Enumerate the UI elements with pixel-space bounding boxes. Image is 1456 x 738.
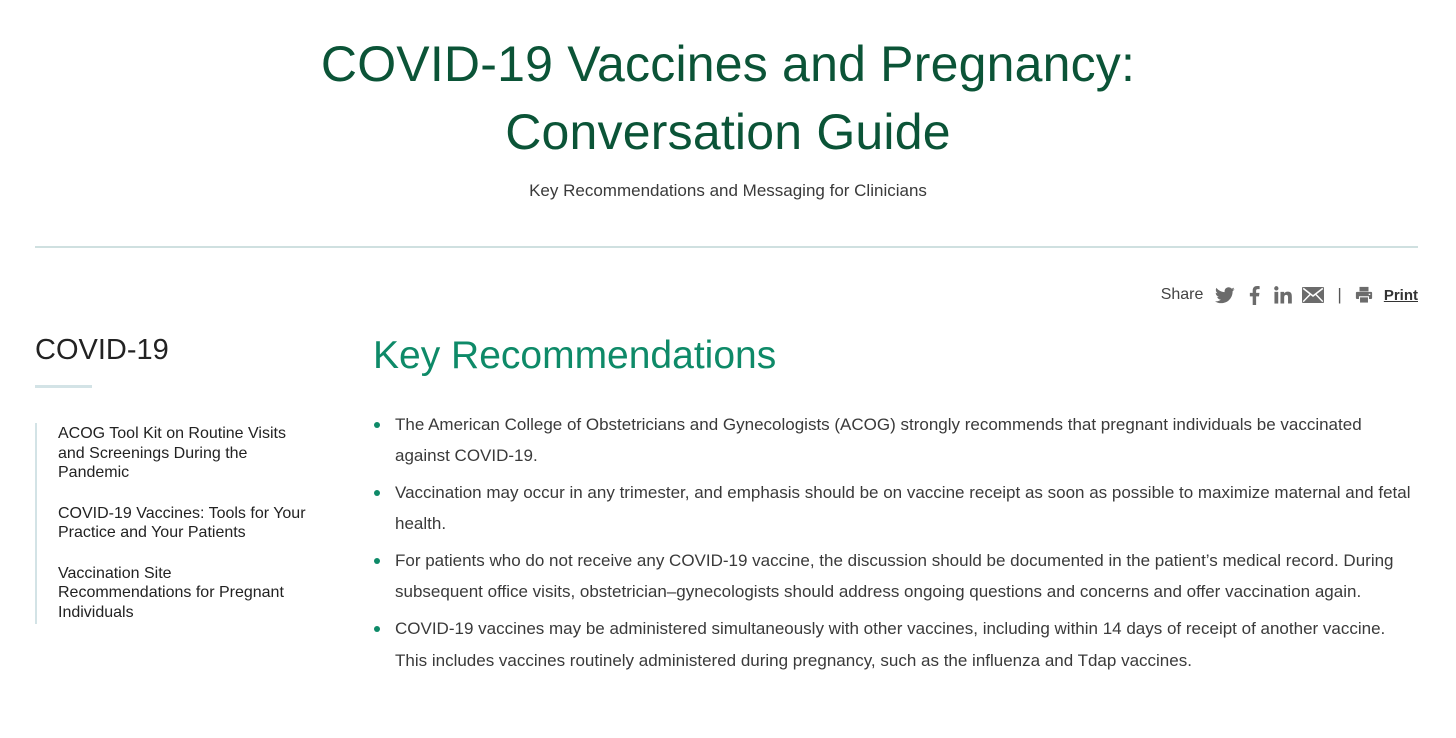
sidebar-heading-underline	[35, 385, 92, 388]
sidebar-item-vaccines-tools[interactable]: COVID-19 Vaccines: Tools for Your Practice and Your Patients	[58, 504, 306, 541]
share-separator: |	[1337, 285, 1342, 304]
recommendation-text: For patients who do not receive any COVID-19 vaccine, the discussion should be documented in the patient’s medical record. During subsequent office visits, obstetrician–gynecologists should address ongoing questions and concerns and offer vaccination again.	[395, 551, 1394, 602]
list-item	[373, 613, 1418, 676]
section-title: Key Recommendations	[373, 334, 777, 377]
recommendation-text: Vaccination may occur in any trimester, and emphasis should be on vaccine receipt as soon as possible to maximize maternal and fetal health.	[395, 483, 1411, 534]
print-label: Print	[1383, 286, 1418, 304]
bullet-icon	[374, 422, 380, 428]
sidebar-heading: COVID-19	[35, 334, 169, 366]
recommendations-list	[373, 409, 1418, 676]
linkedin-icon[interactable]	[1273, 285, 1293, 305]
print-icon	[1354, 285, 1374, 305]
page-subtitle: Key Recommendations and Messaging for Clinicians	[529, 181, 927, 200]
list-item	[373, 409, 1418, 472]
list-item	[373, 477, 1418, 540]
page-title-line-1: COVID-19 Vaccines and Pregnancy:	[320, 36, 1136, 92]
share-toolbar	[1161, 282, 1418, 308]
facebook-icon[interactable]	[1244, 285, 1264, 305]
page-title	[0, 30, 1456, 166]
recommendation-text: The American College of Obstetricians and Gynecologists (ACOG) strongly recommends that pregnant individuals be vaccinated against COVID-19.	[395, 415, 1362, 466]
email-icon[interactable]	[1302, 285, 1324, 305]
print-button[interactable]	[1354, 285, 1418, 305]
main-content	[373, 330, 1418, 681]
list-item	[373, 545, 1418, 608]
sidebar	[35, 330, 315, 624]
twitter-icon[interactable]	[1215, 285, 1235, 305]
header-divider	[35, 246, 1418, 248]
sidebar-item-acog-tool-kit[interactable]: ACOG Tool Kit on Routine Visits and Screenings During the Pandemic	[58, 425, 286, 481]
bullet-icon	[374, 626, 380, 632]
page-title-line-2: Conversation Guide	[505, 104, 951, 160]
bullet-icon	[374, 558, 380, 564]
recommendation-text: COVID-19 vaccines may be administered simultaneously with other vaccines, including within 14 days of receipt of another vaccine. This includes vaccines routinely administered during pregnancy, such as the influenza and Tdap vaccines.	[395, 619, 1386, 670]
bullet-icon	[374, 490, 380, 496]
sidebar-item-vaccination-site[interactable]: Vaccination Site Recommendations for Pregnant Individuals	[58, 564, 284, 621]
share-label: Share	[1160, 286, 1204, 303]
sidebar-nav	[35, 423, 315, 624]
